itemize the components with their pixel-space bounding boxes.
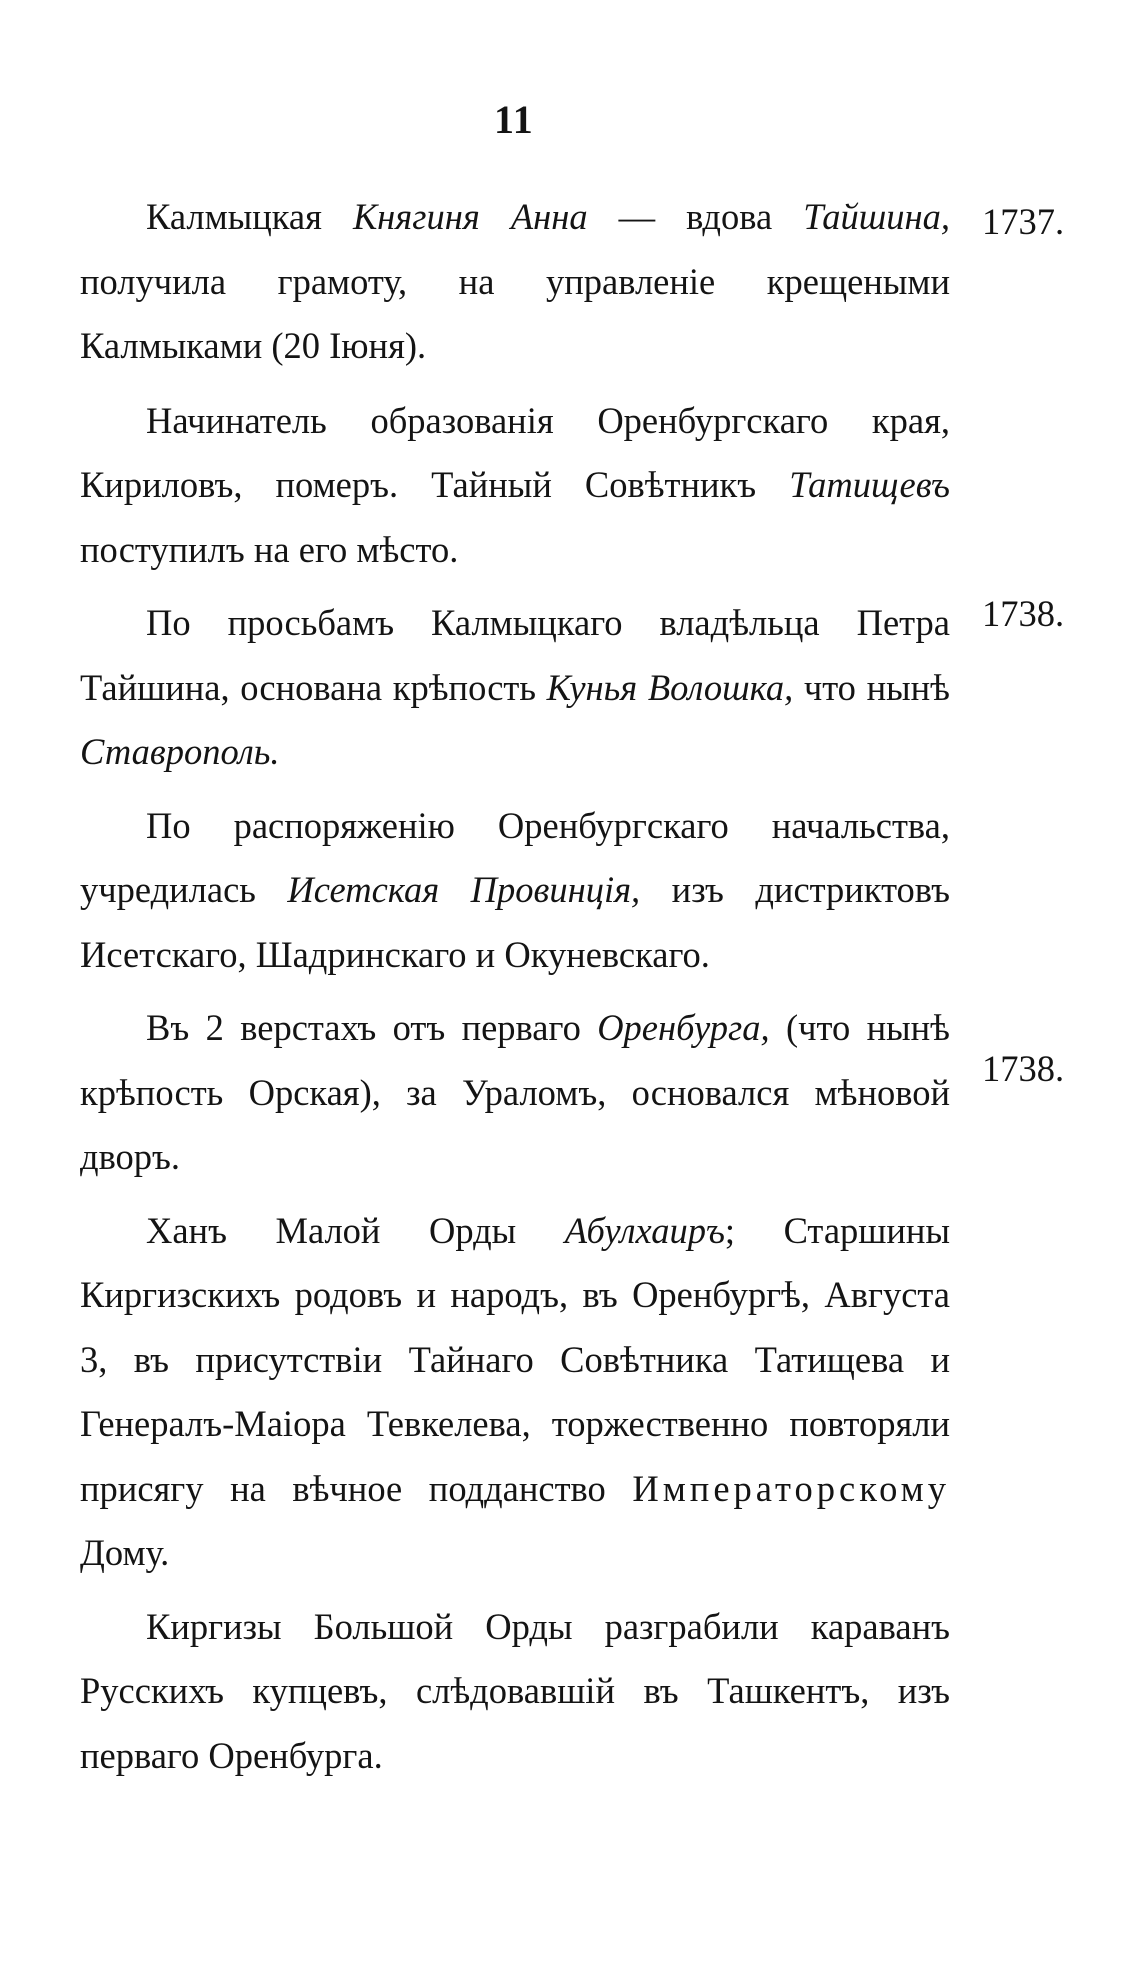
text-segment: По распоряженію Оренбургскаго начальства, учредилась: [80, 804, 950, 910]
text-segment: По просьбамъ Калмыцкаго владѣльца Петра Тайшина, основана крѣпость: [80, 602, 950, 708]
margin-year: 1738.: [982, 593, 1065, 634]
paragraph: [80, 389, 950, 583]
margin-year: 1738.: [982, 1048, 1065, 1089]
text-segment: Дому.: [80, 1532, 170, 1573]
text-segment: изъ дистриктовъ Исетскаго, Шадринскаго и Окуневскаго.: [80, 869, 950, 975]
italic-name: Исетская Провинція,: [287, 869, 641, 910]
text-segment: (что нынѣ крѣпость Орская), за Ураломъ, основался мѣновой дворъ.: [80, 1007, 950, 1177]
paragraph: [80, 185, 950, 379]
paragraph: [80, 1595, 950, 1789]
text-column: [80, 185, 950, 1797]
paragraph: [80, 794, 950, 988]
page-number: 11: [494, 97, 534, 142]
margin-year: 1737.: [982, 201, 1065, 242]
paragraph: [80, 996, 950, 1190]
text-segment: Калмыцкая: [146, 196, 353, 237]
text-segment: получила грамоту, на управленіе крещеными Калмыками (20 Іюня).: [80, 260, 950, 366]
italic-name: Кунья Волошка,: [546, 666, 794, 708]
text-segment: ; Старшины Киргизскихъ родовъ и народъ, въ Оренбургѣ, Августа 3, въ присутствіи Тайнаго Совѣтника Татищева и Генералъ-Маіора Тевкелева, торжественно повторяли присягу на вѣчное подданство: [80, 1209, 950, 1509]
italic-name: Ставрополь.: [80, 731, 280, 772]
spaced-text: Императорскому: [632, 1467, 950, 1509]
paragraph: [80, 591, 950, 785]
text-segment: — вдова: [587, 196, 804, 237]
paragraph: [80, 1199, 950, 1586]
italic-name: Тайшина,: [803, 196, 950, 237]
italic-name: Абулхаиръ: [564, 1209, 725, 1251]
text-segment: Ханъ Малой Орды: [146, 1209, 565, 1251]
text-segment: Въ 2 верстахъ отъ перваго: [146, 1007, 598, 1048]
text-segment: Начинатель образованія Оренбургскаго края, Кириловъ, померъ. Тайный Совѣтникъ: [80, 399, 950, 505]
italic-name: Татищевъ: [789, 464, 950, 505]
text-segment: Киргизы Большой Орды разграбили караванъ Русскихъ купцевъ, слѣдовавшій въ Ташкентъ, изъ перваго Оренбурга.: [80, 1605, 950, 1776]
italic-name: Княгиня Анна: [352, 196, 588, 237]
text-segment: поступилъ на его мѣсто.: [80, 528, 459, 570]
text-segment: что нынѣ: [793, 666, 950, 708]
italic-name: Оренбурга,: [597, 1007, 770, 1048]
